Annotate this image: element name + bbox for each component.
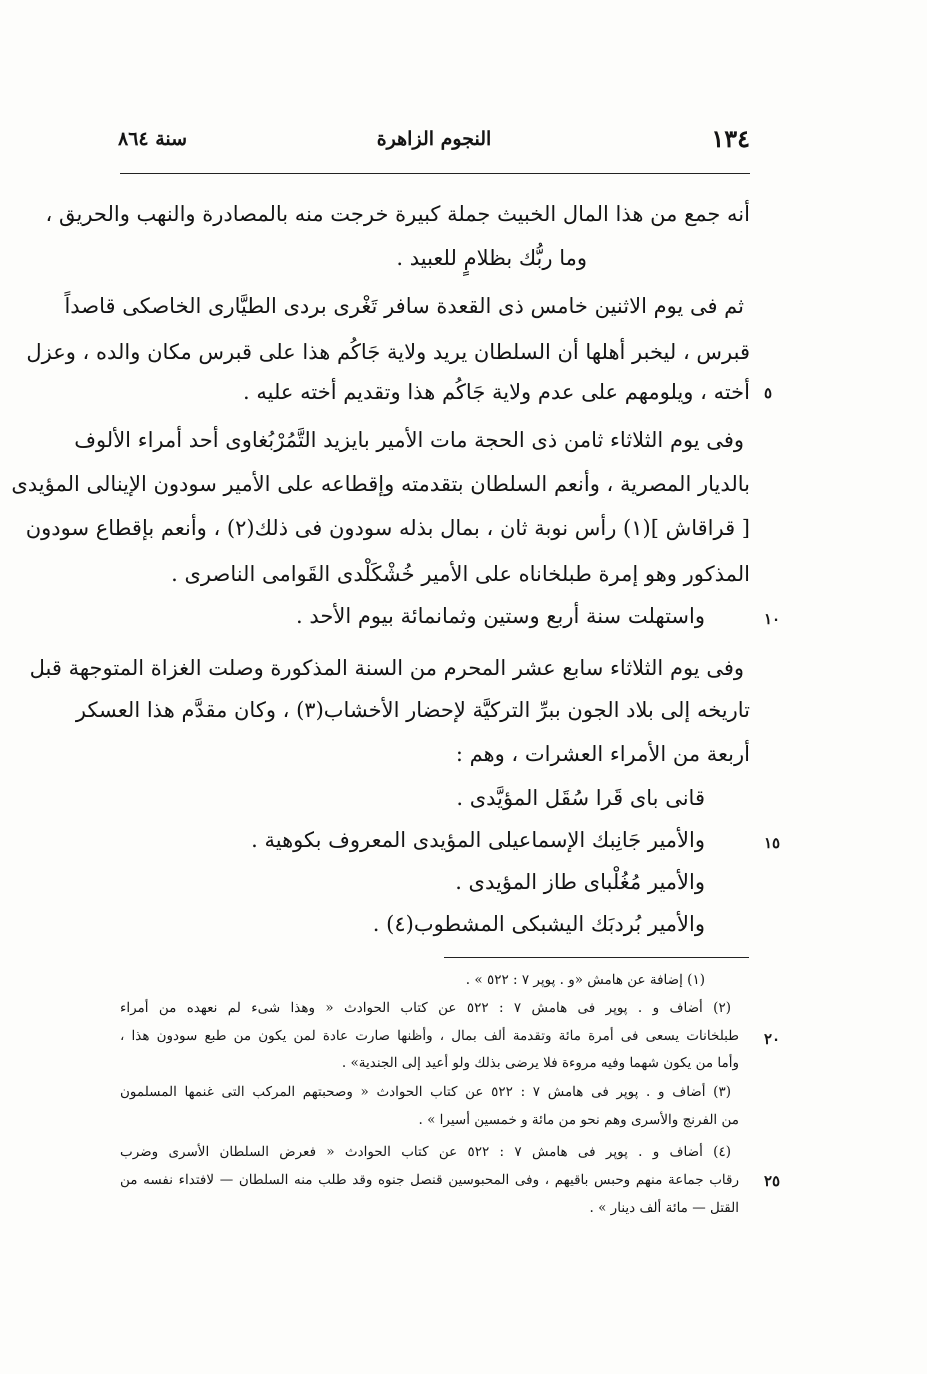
running-title: النجوم الزاهرة	[376, 128, 492, 150]
footnote-line: (٤) أضاف و . پوپر فى هامش ٧ : ٥٢٢ عن كتاب الحوادث « فعرض السلطان الأسرى وضرب	[120, 1144, 731, 1160]
line-number: ١٥	[764, 834, 781, 852]
body-line: أنه جمع من هذا المال الخبيث جملة كبيرة خرجت منه بالمصادرة والنهب والحريق ،	[45, 202, 750, 226]
line-number: ٥	[764, 384, 773, 402]
footnote-line: (٣) أضاف و . پوپر فى هامش ٧ : ٥٢٢ عن كتاب الحوادث « وصحبتهم المركب التى غنمها المسلمون	[120, 1084, 731, 1100]
line-number: ٢٠	[764, 1030, 781, 1048]
footnote-line: القتل — مائة ألف دينار » .	[589, 1200, 739, 1216]
header-rule	[120, 173, 750, 174]
body-line: قبرس ، ليخبر أهلها أن السلطان يريد ولاية جَاكُم هذا على قبرس مكان والده ، وعزل	[26, 340, 750, 364]
body-line: أخته ، ويلومهم على عدم ولاية جَاكُم هذا وتقديم أخته عليه .	[243, 380, 750, 404]
body-line: والأمير بُردبَك اليشبكى المشطوب(٤) .	[372, 912, 705, 936]
body-line: والأمير مُغُلْباى طاز المؤيدى .	[455, 870, 705, 894]
body-line: بالديار المصرية ، وأنعم السلطان بتقدمته وإقطاعه على الأمير سودون الإينالى المؤيدى	[11, 472, 750, 496]
page-number: ١٣٤	[711, 124, 750, 153]
footnote-rule	[444, 957, 749, 958]
footnote-line: وأما من يكون شهما وفيه مروءة فلا يرضى بذلك ولو أعيد إلى الجندية» .	[341, 1055, 739, 1071]
body-line: وفى يوم الثلاثاء ثامن ذى الحجة مات الأمير بايزيد التَّمُرْبُغاوى أحد أمراء الألوف	[74, 428, 744, 452]
page-header	[118, 124, 750, 168]
body-line: والأمير جَانِبك الإسماعيلى المؤيدى المعروف بكوهية .	[251, 828, 705, 852]
line-number: ٢٥	[764, 1172, 781, 1190]
footnote-line: رقاب جماعة منهم وحبس باقيهم ، وفى المحبوسين قنصل جنوه وقد طلب منه السلطان — لافتداء نفسه من	[120, 1172, 739, 1188]
body-line: ثم فى يوم الاثنين خامس ذى القعدة سافر تَغْرى بردى الطيَّارى الخاصكى قاصداً	[64, 294, 744, 318]
footnote-line: طبلخانات يسعى فى أمرة مائة وتقدمة ألف بمال ، وأظنها صارت عادة لمن يكون من طبع سودون هذا ،	[120, 1028, 739, 1044]
line-number: ١٠	[764, 610, 781, 628]
body-line: واستهلت سنة أربع وستين وثمانمائة بيوم الأحد .	[295, 604, 705, 628]
body-line: قانى باى قَرا سُقَل المؤيَّدى .	[456, 786, 705, 810]
footnote-line: (٢) أضاف و . پوپر فى هامش ٧ : ٥٢٢ عن كتاب الحوادث « وهذا شىء لم نعهده من أمراء	[120, 1000, 731, 1016]
body-line: وفى يوم الثلاثاء سابع عشر المحرم من السنة المذكورة وصلت الغزاة المتوجهة قبل	[29, 656, 744, 680]
body-line: [ قراقاش ](١) رأس نوبة ثان ، بمال بذله سودون فى ذلك(٢) ، وأنعم بإقطاع سودون	[25, 516, 750, 540]
body-line: المذكور وهو إمرة طبلخاناه على الأمير خُشْكَلْدى القَوامى الناصرى .	[171, 562, 750, 586]
footnote-line: من الفرنج والأسرى وهم نحو من مائة و خمسين أسيرا » .	[418, 1112, 739, 1128]
body-line: تاريخه إلى بلاد الجون ببرِّ التركيَّة لإحضار الأخشاب(٣) ، وكان مقدَّم هذا العسكر	[75, 698, 750, 722]
body-line: وما ربُّك بظلامٍ للعبيد .	[396, 246, 587, 270]
footnote-line: (١) إضافة عن هامش «و . پوپر ٧ : ٥٢٢ » .	[465, 972, 705, 988]
year-label: سنة ٨٦٤	[118, 128, 188, 150]
body-line: أربعة من الأمراء العشرات ، وهم :	[455, 742, 750, 766]
